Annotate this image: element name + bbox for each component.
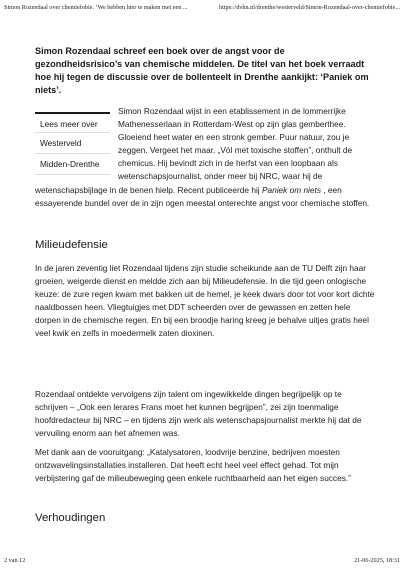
article-paragraph: Met dank aan de vooruitgang: „Katalysatoren, loodvrije benzine, bedrijven moesten ontzwavelingsinstallaties installeren. Dat heeft echt heel veel effect gehad. Tot mijn verbijstering gaf de milieubeweging geen enkele ruchtbaarheid aan het eigen succes.”: [35, 447, 351, 484]
article-intro: Simon Rozendaal schreef een boek over de angst voor de gezondheidsrisico’s van chemische middelen. De titel van het boek verraadt hoe hij tegen de discussie over de bollenteelt in Drenthe aankijkt: ‘Paniek om niets’.: [35, 46, 369, 95]
print-footer: [4, 557, 400, 567]
print-header-url: https://dvhn.nl/drenthe/westerveld/Simon-Rozendaal-over-chemiefobie...: [219, 4, 400, 11]
section-heading: Milieudefensie: [35, 239, 108, 251]
tag-float-space: [35, 105, 118, 183]
print-timestamp: 21-06-2025, 18:31: [353, 557, 400, 564]
tag-lees-meer-over: Lees meer over: [35, 112, 110, 133]
paragraph-text: Simon Rozendaal wijst in een etablissement in de lommerrijke Mathenesserlaan in Rotterdam-West op zijn glas gemberthee. Gloeiend heet water en een stronk gember. Puur natuur, zou je zeggen. Vergeet het maar. „Vól met toxische stoffen”, onthult de chemicus. Hij bevindt zich in de herfst van een loopbaan als wetenschapsjournalist, onder meer bij NRC, waar hij de wetenschapsbijlage in de benen hielp. Recent publiceerde hij: [35, 106, 353, 195]
article-paragraph: Rozendaal ontdekte vervolgens zijn talent om ingewikkelde dingen begrijpelijk op te schrijven – „Ook een lerares Frans moet het kunnen begrijpen”, zei zijn toenmalige hoofdredacteur bij NRC – en tijdens zijn werk als wetenschapsjournalist merkte hij dat de vervuiling enorm aan het afnemen was.: [35, 389, 362, 439]
article-paragraph: [35, 105, 375, 210]
print-header: [4, 4, 400, 14]
book-title: Paniek om niets: [261, 184, 321, 195]
page-counter: 2 van 12: [4, 557, 26, 564]
print-header-title: Simon Rozendaal over chemiefobie. ‘We hebben hier te maken met een ...: [4, 4, 188, 11]
article-paragraph: In de jaren zeventig liet Rozendaal tijdens zijn studie scheikunde aan de TU Delft zijn haar groeien, weigerde dienst en meldde zich aan bij Milieudefensie. In die tijd geen onlogische keuze: de zure regen kwam met bakken uit de hemel, je keek dwars door tot voor kort dichte naaldbossen heen. Vliegtuigjes met DDT scheerden over de gewassen en zetten hele dorpen in de chemische regen. En bij een broodje haring kreeg je behalve uitjes gratis heel veel kwik en zelfs in moedermelk zaten dioxinen.: [35, 263, 375, 339]
section-heading: Verhoudingen: [35, 512, 106, 524]
tag-midden-drenthe[interactable]: Midden-Drenthe: [35, 154, 110, 175]
paragraph-text: , een essayerende bundel over de in zijn ogen meestal onterechte angst voor chemische stoffen.: [35, 184, 370, 208]
tag-westerveld[interactable]: Westerveld: [35, 133, 110, 154]
